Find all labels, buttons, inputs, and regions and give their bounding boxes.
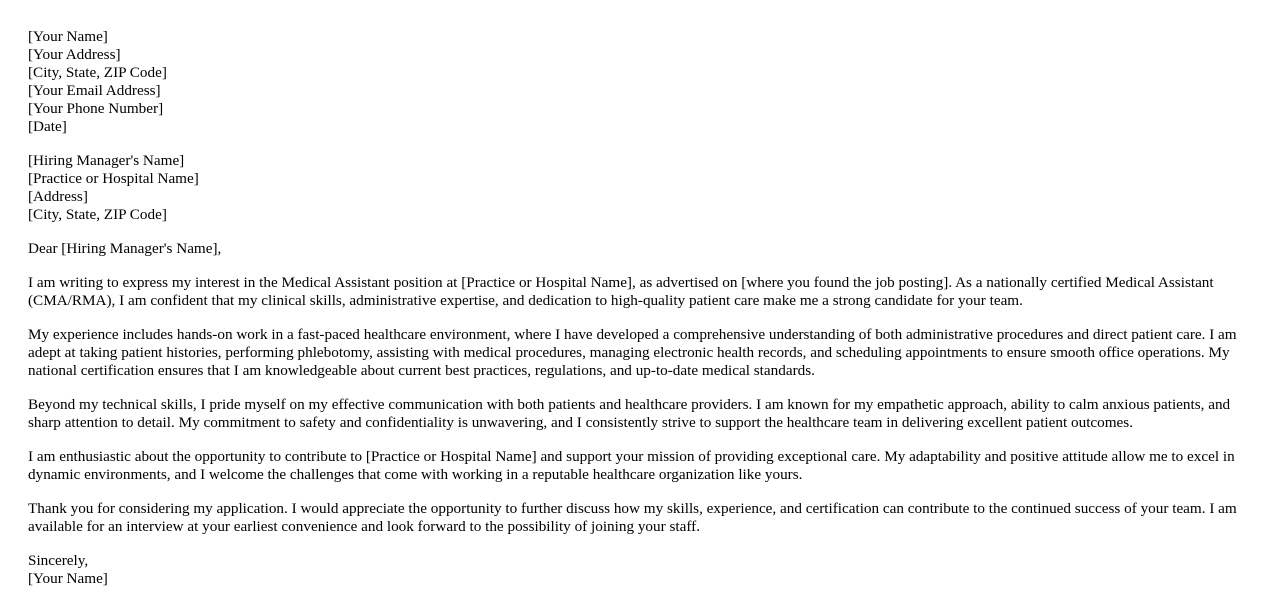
- recipient-name: [Hiring Manager's Name]: [28, 152, 185, 169]
- closing-phrase: Sincerely,: [28, 552, 89, 569]
- body-paragraph-closing: Thank you for considering my application. I would appreciate the opportunity to further discuss how my skills, experience, and certification can contribute to the continued success of your team. I am available for an interview at your earliest convenience and look forward to the possibility of joining your staff.: [28, 500, 1237, 535]
- sender-name: [Your Name]: [28, 28, 108, 45]
- recipient-city-state-zip: [City, State, ZIP Code]: [28, 206, 167, 223]
- recipient-address-block: [28, 152, 1250, 224]
- sender-phone: [Your Phone Number]: [28, 100, 164, 117]
- sender-address: [Your Address]: [28, 46, 121, 63]
- sender-address-block: [28, 28, 1250, 136]
- body-paragraph-skills: Beyond my technical skills, I pride myself on my effective communication with both patients and healthcare providers. I am known for my empathetic approach, ability to calm anxious patients, and sharp attention to detail. My commitment to safety and confidentiality is unwavering, and I consistently strive to support the healthcare team in delivering excellent patient outcomes.: [28, 396, 1231, 431]
- signature-name: [Your Name]: [28, 570, 108, 587]
- recipient-address: [Address]: [28, 188, 88, 205]
- body-paragraph-enthusiasm: I am enthusiastic about the opportunity to contribute to [Practice or Hospital Name] and support your mission of providing exceptional care. My adaptability and positive attitude allow me to excel in dynamic environments, and I welcome the challenges that come with working in a reputable healthcare organization like yours.: [28, 448, 1235, 483]
- recipient-organization: [Practice or Hospital Name]: [28, 170, 199, 187]
- body-paragraph-intro: I am writing to express my interest in the Medical Assistant position at [Practice or Hospital Name], as advertised on [where you found the job posting]. As a nationally certified Medical Assistant (CMA/RMA), I am confident that my clinical skills, administrative expertise, and dedication to high-quality patient care make me a strong candidate for your team.: [28, 274, 1214, 309]
- sender-city-state-zip: [City, State, ZIP Code]: [28, 64, 167, 81]
- sender-email: [Your Email Address]: [28, 82, 161, 99]
- letter-date: [Date]: [28, 118, 67, 135]
- signature-block: [28, 552, 1250, 588]
- body-paragraph-experience: My experience includes hands-on work in a fast-paced healthcare environment, where I have developed a comprehensive understanding of both administrative procedures and direct patient care. I am adept at taking patient histories, performing phlebotomy, assisting with medical procedures, managing electronic health records, and scheduling appointments to ensure smooth office operations. My national certification ensures that I am knowledgeable about current best practices, regulations, and up-to-date medical standards.: [28, 326, 1237, 379]
- cover-letter: [28, 28, 1250, 604]
- salutation: Dear [Hiring Manager's Name],: [28, 240, 222, 257]
